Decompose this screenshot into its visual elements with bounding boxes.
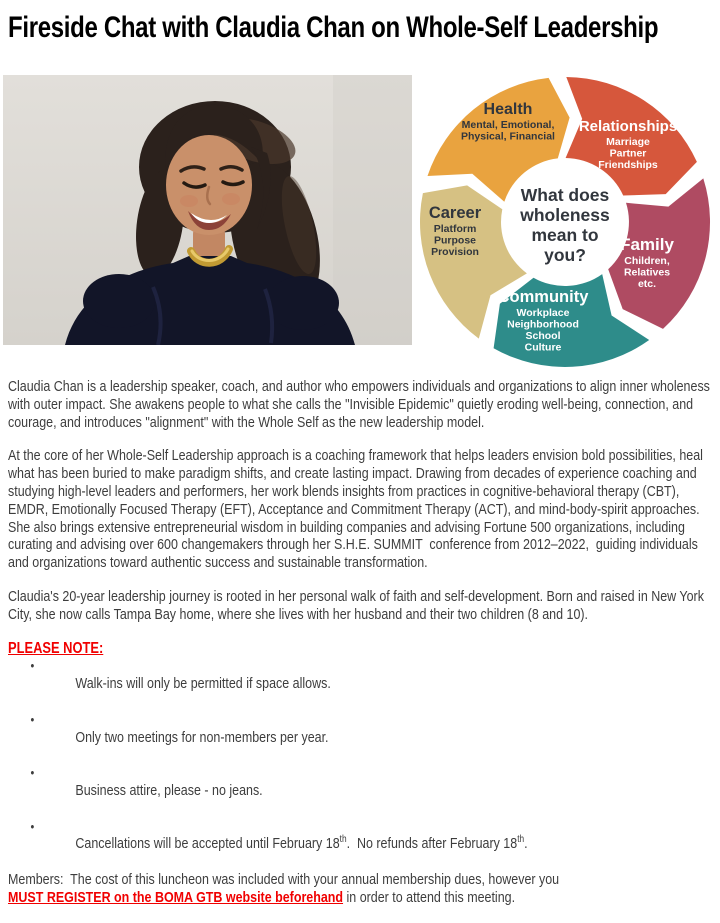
bio-paragraph-3: Claudia's 20-year leadership journey is rooted in her personal walk of faith and self-development. Born and raised in New York City, she now calls Tampa Bay home, where she lives with her husband and their two children (8 and 10). xyxy=(8,587,708,623)
wheel-sublabel-career: Provision xyxy=(431,246,479,258)
portrait-illustration xyxy=(3,75,412,345)
members-note xyxy=(8,871,720,907)
wheel-label-family: Family xyxy=(620,235,674,254)
wheel-center-text: you? xyxy=(544,245,586,265)
note-text: Business attire, please - no jeans. xyxy=(75,781,263,799)
wheel-sublabel-family: etc. xyxy=(637,278,657,290)
wheel-label-community: Community xyxy=(497,288,589,306)
wheel-sublabel-career: Purpose xyxy=(433,234,477,247)
wheel-sublabel-community: Neighborhood xyxy=(507,318,579,331)
ordinal-superscript: th xyxy=(339,834,347,846)
wheel-sublabel-health: Physical, Financial xyxy=(461,130,555,143)
wheel-sublabel-health: Mental, Emotional, xyxy=(461,119,555,131)
bullet-icon: • xyxy=(30,818,35,834)
note-text: . No refunds after February 18 xyxy=(346,835,518,853)
note-item-walkins xyxy=(8,657,720,710)
must-register-link[interactable]: MUST REGISTER on the BOMA GTB website beforehand xyxy=(8,888,344,906)
wheel-sublabel-career: Platform xyxy=(433,223,477,235)
wheel-sublabel-family: Relatives xyxy=(623,266,671,279)
wheel-sublabel-community: Workplace xyxy=(516,307,570,319)
note-text: . xyxy=(524,835,528,853)
wheel-center-text: What does xyxy=(520,185,610,205)
members-note-text: Members: The cost of this luncheon was included with your annual membership dues, however you xyxy=(8,870,560,888)
bio-paragraph-1: Claudia Chan is a leadership speaker, coach, and author who empowers individuals and organizations to align inner wholeness with outer impact. She awakens people to what she calls the "Invisible Epidemic" quietly eroding well-being, connection, and courage, and introduces "alignment" with the Whole Self as the new leadership model. xyxy=(8,378,714,431)
note-text: Cancellations will be accepted until February 18 xyxy=(75,835,340,853)
ordinal-superscript: th xyxy=(517,834,525,846)
claudia-chan-photo xyxy=(3,75,412,345)
wheel-sublabel-relationships: Marriage xyxy=(606,136,650,148)
note-item-cancellations xyxy=(8,818,720,871)
note-text: Walk-ins will only be permitted if space allows. xyxy=(75,675,331,693)
wheel-sublabel-relationships: Partner xyxy=(609,147,647,160)
note-item-meetings xyxy=(8,711,720,764)
wheel-sublabel-community: School xyxy=(525,330,561,342)
members-note-text: in order to attend this meeting. xyxy=(343,888,516,906)
bullet-icon: • xyxy=(30,658,35,674)
wheel-center-text: wholeness xyxy=(520,205,610,225)
wholeness-wheel-diagram xyxy=(415,70,715,370)
bullet-icon: • xyxy=(30,765,35,781)
body-text-column xyxy=(8,372,720,923)
bio-paragraph-2: At the core of her Whole-Self Leadership approach is a coaching framework that helps leaders envision bold possibilities, heal what has been buried to make paradigm shifts, and create lasting impact. Drawing from decades of experience coaching and studying high-level leaders and performers, her work blends insights from practices in cognitive-behavioral therapy (CBT), EMDR, Emotionally Focused Therapy (EFT), Acceptance and Commitment Therapy (ACT), and mind-body-spirit approaches. She also brings extensive entrepreneurial wisdom in building companies and advising Fortune 500 organizations, including curating and advising over 600 changemakers through her S.H.E. SUMMIT conference from 2012–2022, guiding individuals and organizations toward authentic success and sustainable transformation. xyxy=(8,447,707,572)
wheel-label-relationships: Relationships xyxy=(578,118,678,135)
note-text: Only two meetings for non-members per year. xyxy=(75,728,329,746)
wheel-sublabel-relationships: Friendships xyxy=(598,159,658,171)
note-item-attire xyxy=(8,764,720,817)
wheel-label-career: Career xyxy=(428,204,482,222)
wheel-label-health: Health xyxy=(483,101,533,118)
please-note-heading: PLEASE NOTE: xyxy=(8,639,104,657)
bullet-icon: • xyxy=(30,711,35,727)
wheel-center-text: mean to xyxy=(531,225,599,245)
notes-list xyxy=(8,657,720,871)
wheel-sublabel-community: Culture xyxy=(524,341,562,354)
page-title: Fireside Chat with Claudia Chan on Whole-Self Leadership xyxy=(8,11,659,44)
wheel-sublabel-family: Children, xyxy=(624,255,670,267)
